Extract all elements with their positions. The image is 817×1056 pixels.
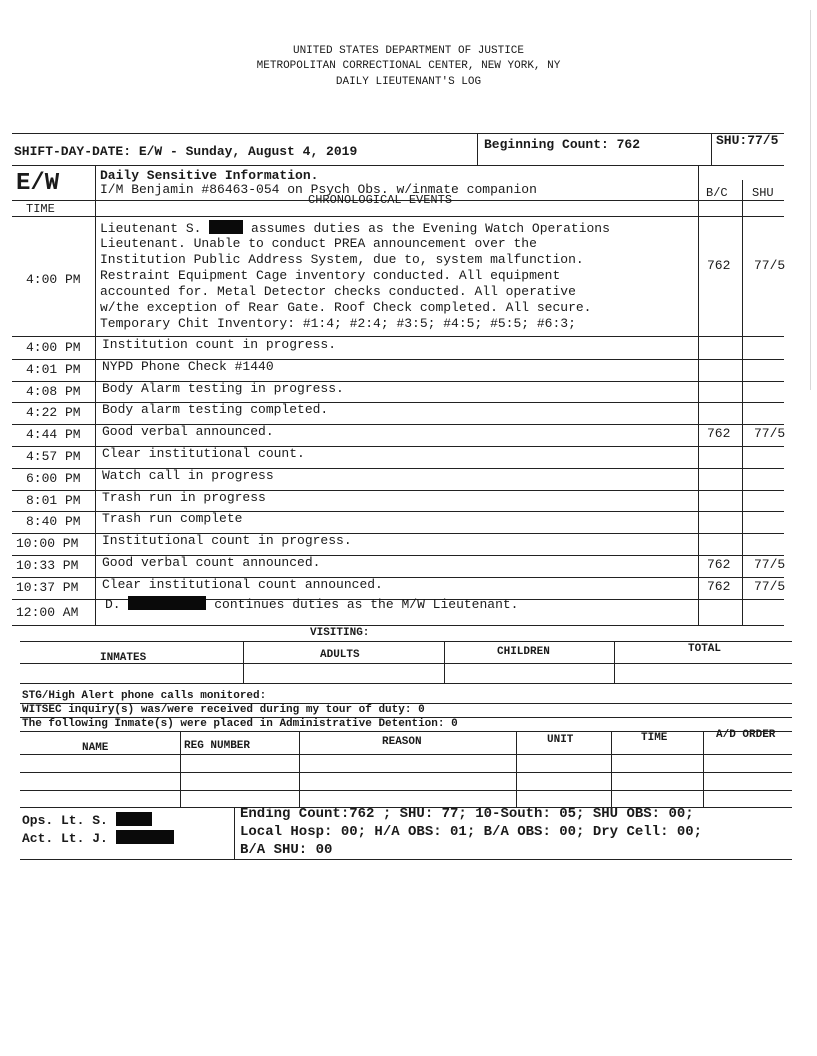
entry-line	[100, 220, 610, 236]
shu-count: SHU:77/5	[716, 133, 779, 148]
entry-time: 8:01 PM	[26, 492, 81, 508]
entry-event: Good verbal announced.	[102, 424, 274, 440]
entry-event: Trash run in progress	[102, 489, 266, 505]
rule	[12, 216, 784, 217]
visiting-inmates: INMATES	[100, 652, 147, 664]
bc-divider	[698, 165, 699, 625]
entry-line-start: D.	[105, 597, 121, 612]
entry-shu: 77/5	[754, 578, 786, 594]
entry-line: accounted for. Metal Detector checks conducted. All operative	[100, 284, 576, 299]
entry-event: Institutional count in progress.	[102, 533, 352, 549]
beginning-count: Beginning Count: 762	[484, 137, 641, 152]
entry-event: NYPD Phone Check #1440	[102, 358, 274, 374]
entry-time: 4:00 PM	[26, 340, 81, 355]
ad-col-name: NAME	[82, 742, 109, 754]
entry-time: 4:57 PM	[26, 449, 81, 464]
ops-label: Ops. Lt. S.	[22, 813, 108, 828]
entry-time: 4:01 PM	[26, 361, 81, 377]
divider	[477, 133, 478, 165]
entry-event: Institution count in progress.	[102, 337, 337, 352]
stg-monitor: STG/High Alert phone calls monitored:	[22, 690, 267, 702]
shift-day-date: SHIFT-DAY-DATE: E/W - Sunday, August 4, 2019	[14, 144, 358, 159]
divider	[234, 807, 235, 859]
visiting-title: VISITING:	[310, 627, 370, 639]
rule	[20, 683, 792, 684]
ad-col-time: TIME	[641, 732, 668, 744]
header-institution: METROPOLITAN CORRECTIONAL CENTER, NEW YORK, NY	[256, 60, 561, 72]
ad-col-order: A/D ORDER	[716, 729, 776, 741]
ad-col-unit: UNIT	[547, 734, 574, 746]
divider	[711, 133, 712, 165]
entry-event: Trash run complete	[102, 511, 243, 527]
entry-time: 12:00 AM	[16, 605, 79, 620]
entry-shu: 77/5	[754, 426, 786, 442]
entry-event: Body Alarm testing in progress.	[102, 380, 344, 396]
divider	[703, 731, 704, 807]
hospital-obs-count: Local Hosp: 00; H/A OBS: 01; B/A OBS: 00; Dry Cell: 00;	[240, 824, 703, 840]
entry-shu: 77/5	[754, 557, 786, 572]
rule	[12, 133, 784, 134]
entry-time: 10:00 PM	[16, 536, 79, 552]
ending-count: Ending Count:762 ; SHU: 77; 10-South: 05; SHU OBS: 00;	[240, 806, 694, 822]
redaction	[116, 830, 174, 844]
rule	[12, 165, 784, 166]
entry-event: Body alarm testing completed.	[102, 402, 329, 418]
entry-line-start: Lieutenant S.	[100, 221, 202, 236]
visiting-adults: ADULTS	[320, 649, 360, 661]
witsec-inquiry: WITSEC inquiry(s) was/were received during my tour of duty: 0	[22, 704, 425, 716]
entry-time: 10:37 PM	[16, 579, 79, 595]
visiting-total: TOTAL	[688, 643, 722, 655]
entry-time: 4:00 PM	[26, 272, 81, 287]
entry-bc: 762	[707, 426, 731, 442]
entry-time: 8:40 PM	[26, 514, 81, 530]
admin-detention: The following Inmate(s) were placed in Administrative Detention: 0	[22, 718, 458, 730]
divider	[444, 641, 445, 683]
rule	[20, 754, 792, 755]
entry-time: 10:33 PM	[16, 558, 79, 573]
entry-bc: 762	[707, 557, 731, 572]
divider	[516, 731, 517, 807]
col-shu: SHU	[752, 186, 774, 200]
entry-bc: 762	[707, 258, 731, 273]
sensitive-detail: I/M Benjamin #86463-054 on Psych Obs. w/inmate companion	[100, 182, 537, 197]
entry-time: 6:00 PM	[26, 470, 81, 486]
ad-col-reason: REASON	[382, 736, 422, 748]
entry-event: Watch call in progress	[102, 467, 274, 483]
entry-bc: 762	[707, 578, 731, 594]
entry-line	[105, 596, 518, 612]
time-divider	[95, 165, 96, 625]
header-department: UNITED STATES DEPARTMENT OF JUSTICE	[292, 45, 525, 57]
entry-event: Clear institutional count announced.	[102, 576, 383, 592]
entry-time: 4:08 PM	[26, 383, 81, 399]
entry-event: Clear institutional count.	[102, 446, 305, 461]
divider	[180, 731, 181, 807]
sensitive-title: Daily Sensitive Information.	[100, 168, 319, 183]
entry-line-end: continues duties as the M/W Lieutenant.	[214, 597, 519, 612]
entry-line: Restraint Equipment Cage inventory conducted. All equipment	[100, 268, 561, 283]
divider	[299, 731, 300, 807]
col-time: TIME	[26, 202, 55, 216]
visiting-children: CHILDREN	[497, 646, 550, 658]
entry-line: Institution Public Address System, due to, system malfunction.	[100, 252, 584, 267]
shift-code: E/W	[16, 170, 60, 197]
header-log-title: DAILY LIEUTENANT'S LOG	[335, 76, 482, 88]
ops-lieutenant	[22, 812, 152, 828]
divider	[614, 641, 615, 683]
entry-line: Temporary Chit Inventory: #1:4; #2:4; #3:5; #4:5; #5:5; #6:3;	[100, 316, 576, 331]
rule	[20, 790, 792, 791]
entry-line-end: assumes duties as the Evening Watch Operations	[251, 221, 610, 236]
entry-line: w/the exception of Rear Gate. Roof Check completed. All secure.	[100, 300, 592, 315]
entry-event: Good verbal count announced.	[102, 555, 321, 570]
col-events: CHRONOLOGICAL EVENTS	[308, 193, 453, 207]
divider	[611, 731, 612, 807]
rule	[20, 641, 792, 642]
col-bc: B/C	[706, 186, 728, 200]
rule	[20, 772, 792, 773]
rule	[20, 859, 792, 860]
acting-lieutenant	[22, 830, 174, 846]
ba-shu-count: B/A SHU: 00	[240, 842, 333, 858]
act-label: Act. Lt. J.	[22, 831, 108, 846]
rule	[20, 731, 792, 732]
entry-shu: 77/5	[754, 258, 786, 273]
rule	[12, 625, 784, 626]
ad-col-reg: REG NUMBER	[184, 740, 251, 752]
redaction	[116, 812, 152, 826]
entry-line: Lieutenant. Unable to conduct PREA announcement over the	[100, 236, 537, 251]
redaction	[128, 596, 206, 610]
entry-time: 4:22 PM	[26, 405, 81, 421]
redaction	[209, 220, 243, 234]
entry-time: 4:44 PM	[26, 427, 81, 443]
divider	[243, 641, 244, 683]
